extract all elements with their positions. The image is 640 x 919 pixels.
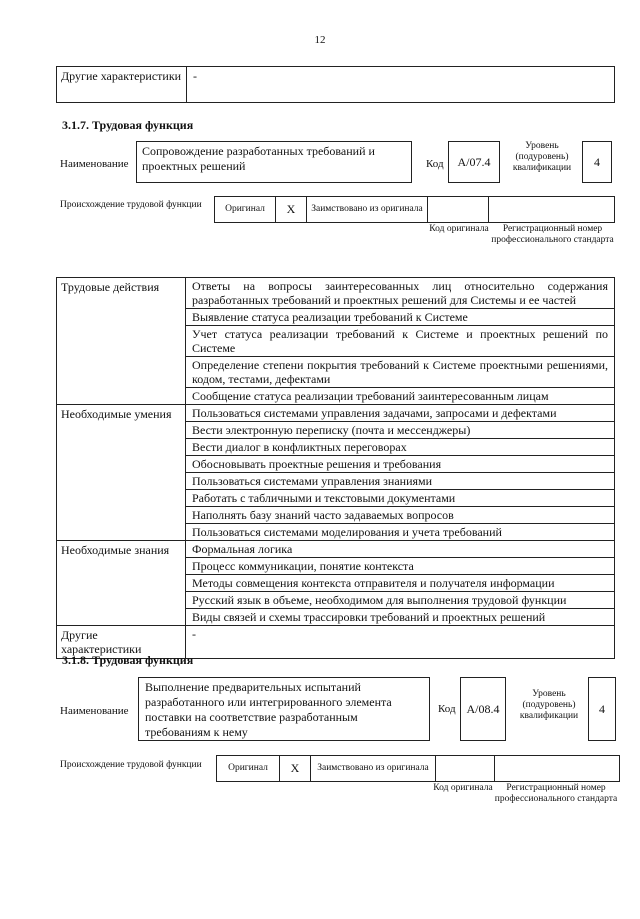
other-value: -	[186, 626, 615, 659]
code-box: A/07.4	[448, 141, 500, 183]
top-other-characteristics-table	[56, 66, 615, 103]
knowledge-label: Необходимые знания	[57, 541, 186, 626]
origin-table	[216, 755, 620, 782]
skills-label: Необходимые умения	[57, 405, 186, 541]
borrowed-label: Заимствовано из оригинала	[307, 197, 428, 223]
origin-label: Происхождение трудовой функции	[60, 760, 202, 770]
origin-table	[214, 196, 615, 223]
level-label: Уровень (подуровень) квалификации	[519, 689, 579, 721]
function-details-table	[56, 277, 615, 659]
skill-item: Пользоваться системами моделирования и учета требований	[186, 524, 615, 541]
page-number: 12	[314, 34, 326, 46]
reg-number-cell	[489, 197, 615, 223]
knowledge-item: Процесс коммуникации, понятие контекста	[186, 558, 615, 575]
other-label: Другие характеристики	[57, 626, 186, 659]
skill-item: Работать с табличными и текстовыми документами	[186, 490, 615, 507]
borrowed-label: Заимствовано из оригинала	[311, 756, 436, 782]
knowledge-item: Методы совмещения контекста отправителя и получателя информации	[186, 575, 615, 592]
name-label: Наименование	[60, 158, 129, 170]
skill-item: Пользоваться системами управления задачами, запросами и дефектами	[186, 405, 615, 422]
level-box: 4	[588, 677, 616, 741]
level-box: 4	[582, 141, 612, 183]
code-original-label: Код оригинала	[429, 224, 489, 234]
skill-item: Вести электронную переписку (почта и мессенджеры)	[186, 422, 615, 439]
skill-item: Наполнять базу знаний часто задаваемых вопросов	[186, 507, 615, 524]
original-label: Оригинал	[215, 197, 276, 223]
knowledge-item: Русский язык в объеме, необходимом для выполнения трудовой функции	[186, 592, 615, 609]
labor-action-item: Ответы на вопросы заинтересованных лиц относительно содержания разработанных требований и проектных решений для Системы и ее частей	[186, 278, 615, 309]
labor-action-item: Сообщение статуса реализации требований заинтересованным лицам	[186, 388, 615, 405]
level-label: Уровень (подуровень) квалификации	[512, 141, 572, 173]
code-original-label: Код оригинала	[433, 783, 493, 793]
code-box: A/08.4	[460, 677, 506, 741]
code-original-cell	[436, 756, 495, 782]
function-name-box: Выполнение предварительных испытаний разработанного или интегрированного элемента поставки на соответствие разработанным требованиям к нему	[138, 677, 430, 741]
code-label: Код	[426, 158, 444, 170]
original-mark: X	[276, 197, 307, 223]
skill-item: Вести диалог в конфликтных переговорах	[186, 439, 615, 456]
labor-action-item: Выявление статуса реализации требований к Системе	[186, 309, 615, 326]
original-label: Оригинал	[217, 756, 280, 782]
code-label: Код	[438, 703, 456, 715]
name-label: Наименование	[60, 705, 129, 717]
knowledge-item: Формальная логика	[186, 541, 615, 558]
knowledge-item: Виды связей и схемы трассировки требований и проектных решений	[186, 609, 615, 626]
skill-item: Обосновывать проектные решения и требования	[186, 456, 615, 473]
section-heading-3-1-7: 3.1.7. Трудовая функция	[62, 118, 194, 132]
origin-label: Происхождение трудовой функции	[60, 200, 202, 210]
original-mark: X	[280, 756, 311, 782]
labor-action-item: Учет статуса реализации требований к Системе и проектных решений по Системе	[186, 326, 615, 357]
code-original-cell	[428, 197, 489, 223]
reg-number-label: Регистрационный номер профессионального стандарта	[491, 224, 614, 245]
section-heading-3-1-8: 3.1.8. Трудовая функция	[62, 653, 194, 667]
labor-action-item: Определение степени покрытия требований к Системе проектными решениями, кодом, тестами, дефектами	[186, 357, 615, 388]
reg-number-label: Регистрационный номер профессионального стандарта	[494, 783, 618, 804]
labor-actions-label: Трудовые действия	[57, 278, 186, 405]
other-characteristics-label: Другие характеристики	[57, 67, 187, 103]
other-characteristics-value: -	[187, 67, 615, 103]
function-name-box: Сопровождение разработанных требований и проектных решений	[136, 141, 412, 183]
skill-item: Пользоваться системами управления знаниями	[186, 473, 615, 490]
reg-number-cell	[495, 756, 620, 782]
